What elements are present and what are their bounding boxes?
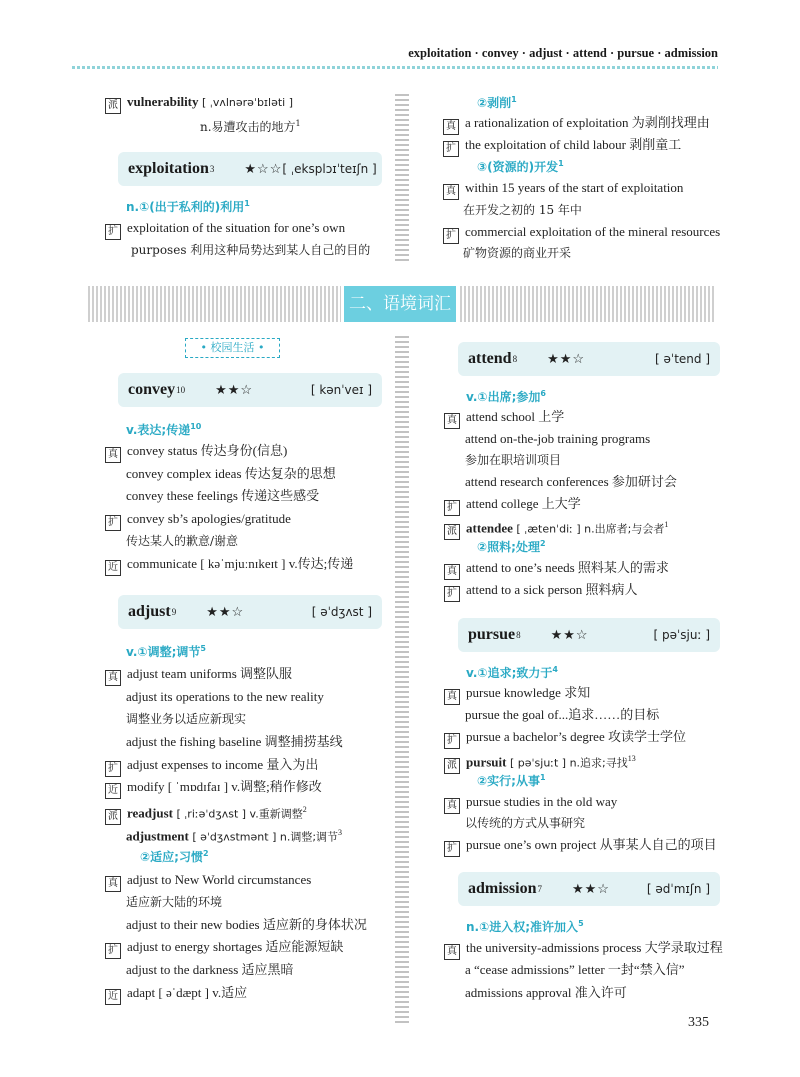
tag-real: 真 xyxy=(443,119,459,135)
star-rating: ★★☆ xyxy=(571,881,610,897)
example-line xyxy=(444,751,636,774)
tag-real: 真 xyxy=(105,876,121,892)
freq-sup: 3 xyxy=(338,828,343,837)
freq-sup: 1 xyxy=(539,773,546,782)
example-text: adjust expenses to income 量入为出 xyxy=(127,757,319,772)
vulnerability-line xyxy=(105,94,293,114)
example-line: purposes 利用这种局势达到某人自己的目的 xyxy=(131,243,371,257)
freq-sup: 1 xyxy=(244,199,250,208)
example-text: attend to a sick person 照料病人 xyxy=(466,582,638,597)
freq-sup: 5 xyxy=(578,919,584,928)
campus-life-label: • 校园生活 • xyxy=(185,338,280,358)
tag-extension: 扩 xyxy=(105,761,121,777)
example-line: adjust to their new bodies 适应新的身体状况 xyxy=(126,917,367,932)
example-line xyxy=(105,666,292,686)
page-number: 335 xyxy=(688,1015,709,1030)
sense-text: ②实行;从事 xyxy=(477,774,540,788)
derivative-word: readjust xyxy=(127,805,173,821)
example-line xyxy=(444,409,564,429)
example-text: exploitation of the situation for one’s own xyxy=(127,220,346,235)
sense-text: v.①出席;参加 xyxy=(466,390,541,404)
example-line xyxy=(443,180,683,200)
example-text: pursue a bachelor’s degree 攻读学士学位 xyxy=(466,729,686,744)
example-line: 参加在职培训项目 xyxy=(465,453,562,467)
headword-ipa: [ əˈtend ] xyxy=(655,352,710,366)
sense-heading xyxy=(126,421,201,438)
example-line: admissions approval 准入许可 xyxy=(465,985,627,1000)
example-line xyxy=(444,582,638,602)
tag-real: 真 xyxy=(444,944,460,960)
example-line: 在开发之初的 15 年中 xyxy=(463,203,582,217)
headword: admission xyxy=(468,880,537,897)
tag-extension: 扩 xyxy=(105,943,121,959)
example-text: convey status 传达身份(信息) xyxy=(127,443,288,458)
headword-frequency: 8 xyxy=(512,354,518,364)
tag-real: 真 xyxy=(444,798,460,814)
derivative-word: adjustment xyxy=(126,828,189,844)
sense-text: ②照料;处理 xyxy=(477,540,540,554)
sense-text: ②适应;习惯 xyxy=(140,850,203,864)
example-line: pursue the goal of...追求……的目标 xyxy=(465,707,660,722)
example-text: within 15 years of the start of exploitation xyxy=(465,180,684,195)
example-text: attend college 上大学 xyxy=(466,496,581,511)
sense-heading xyxy=(126,198,250,215)
freq-sup: 2 xyxy=(539,539,546,548)
sense-heading xyxy=(466,388,546,405)
example-line xyxy=(105,802,307,825)
sense-text: v.①追求;致力于 xyxy=(466,666,553,680)
example-line: attend research conferences 参加研讨会 xyxy=(465,474,677,489)
headword: pursue xyxy=(468,626,516,643)
example-line: adjust its operations to the new reality xyxy=(126,689,324,704)
derivative-word: attendee xyxy=(466,520,513,536)
tag-real: 真 xyxy=(105,670,121,686)
example-line xyxy=(105,757,318,777)
example-line xyxy=(105,779,322,799)
tag-synonym: 近 xyxy=(105,783,121,799)
tag-extension: 扩 xyxy=(444,500,460,516)
vulnerability-word: vulnerability xyxy=(127,94,199,109)
example-line xyxy=(444,517,668,540)
example-text: pursue knowledge 求知 xyxy=(466,685,591,700)
column-divider xyxy=(395,336,409,1026)
tag-real: 真 xyxy=(444,564,460,580)
tag-extension: 扩 xyxy=(444,733,460,749)
example-text: adapt [ əˈdæpt ] v.适应 xyxy=(127,985,248,1000)
tag-extension: 扩 xyxy=(443,141,459,157)
example-line xyxy=(444,685,590,705)
headword-frequency: 3 xyxy=(209,164,215,174)
example-text: a rationalization of exploitation 为剥削找理由 xyxy=(465,115,710,130)
example-line: convey these feelings 传递这些感受 xyxy=(126,488,320,503)
example-line: 矿物资源的商业开采 xyxy=(463,246,572,260)
headword-box-attend xyxy=(458,342,720,376)
example-line xyxy=(105,985,247,1005)
example-text: pursue one’s own project 从事某人自己的项目 xyxy=(466,837,717,852)
example-text: modify [ ˈmɒdɪfaɪ ] v.调整;稍作修改 xyxy=(127,779,322,794)
sense-text: ③(资源的)开发 xyxy=(477,160,559,174)
headword-box-admission xyxy=(458,872,720,906)
sense-text: n.①进入权;准许加入 xyxy=(466,920,579,934)
example-line xyxy=(105,511,291,531)
example-text: adjust to New World circumstances xyxy=(127,872,312,887)
example-text: the exploitation of child labour 剥削童工 xyxy=(465,137,682,152)
sense-heading xyxy=(477,94,517,111)
example-line xyxy=(443,137,681,157)
headword-ipa: [ ˌeksplɔɪˈteɪʃn ] xyxy=(282,162,377,176)
example-line xyxy=(443,115,710,135)
freq-sup: 5 xyxy=(200,644,206,653)
headword-frequency: 10 xyxy=(176,385,186,395)
example-line xyxy=(444,496,581,516)
example-line xyxy=(105,939,343,959)
example-line xyxy=(444,940,723,960)
example-line xyxy=(105,872,311,892)
tag-real: 真 xyxy=(105,447,121,463)
headword-frequency: 8 xyxy=(516,630,521,640)
headword-frequency: 9 xyxy=(171,607,177,617)
tag-derivative: 派 xyxy=(444,524,460,540)
tag-extension: 扩 xyxy=(444,586,460,602)
vulnerability-ipa: [ ˌvʌlnərəˈbɪləti ] xyxy=(198,96,294,109)
header-rule xyxy=(72,66,718,69)
example-line xyxy=(126,825,342,845)
headword-box-adjust xyxy=(118,595,382,629)
headword-box-exploitation xyxy=(118,152,382,186)
vulnerability-def-text: n.易遭攻击的地方 xyxy=(200,120,296,134)
tag-extension: 扩 xyxy=(105,515,121,531)
example-text: adjust team uniforms 调整队服 xyxy=(127,666,293,681)
freq-sup: 13 xyxy=(627,754,636,763)
section-title: 二、语境词汇 xyxy=(341,286,459,322)
freq-sup: 1 xyxy=(664,520,669,529)
example-text: pursue studies in the old way xyxy=(466,794,618,809)
star-rating: ★★☆ xyxy=(215,382,254,398)
sense-heading xyxy=(466,664,558,681)
example-text: communicate [ kəˈmjuːnɪkeɪt ] v.传达;传递 xyxy=(127,556,354,571)
example-line: a “cease admissions” letter 一封“禁入信” xyxy=(465,962,685,977)
freq-sup: 6 xyxy=(540,389,546,398)
sense-heading xyxy=(477,772,546,789)
freq-sup: 10 xyxy=(190,422,202,431)
example-line xyxy=(444,560,669,580)
sense-text: v.表达;传递 xyxy=(126,423,191,437)
example-text: the university-admissions process 大学录取过程 xyxy=(466,940,723,955)
sense-heading xyxy=(466,918,584,935)
sense-text: v.①调整;调节 xyxy=(126,645,201,659)
headword: exploitation xyxy=(128,160,209,177)
example-line: convey complex ideas 传达复杂的思想 xyxy=(126,466,336,481)
derivative-rest: [ pəˈsjuːt ] n.追求;寻找 xyxy=(506,756,628,770)
sense-heading xyxy=(477,158,564,175)
tag-derivative: 派 xyxy=(444,758,460,774)
example-line xyxy=(443,224,720,244)
tag-synonym: 近 xyxy=(105,560,121,576)
derivative-rest: [ ˌriːəˈdʒʌst ] v.重新调整 xyxy=(172,807,303,821)
example-text: convey sb’s apologies/gratitude xyxy=(127,511,291,526)
freq-sup: 2 xyxy=(302,805,307,814)
example-line: attend on-the-job training programs xyxy=(465,431,651,446)
tag-real: 真 xyxy=(444,689,460,705)
example-line xyxy=(105,443,287,463)
headword-frequency: 7 xyxy=(537,884,542,894)
example-line xyxy=(444,794,617,814)
headword-ipa: [ ədˈmɪʃn ] xyxy=(646,882,710,896)
tag-synonym: 近 xyxy=(105,989,121,1005)
freq-sup: 1 xyxy=(511,95,517,104)
headword: adjust xyxy=(128,603,171,620)
headword-ipa: [ pəˈsjuː ] xyxy=(653,628,710,642)
star-rating: ★★☆ xyxy=(206,604,245,620)
headword: convey xyxy=(128,381,176,398)
example-line xyxy=(444,837,717,857)
tag-extension: 扩 xyxy=(444,841,460,857)
freq-sup: 1 xyxy=(295,119,301,128)
headword-box-convey xyxy=(118,373,382,407)
tag-derivative: 派 xyxy=(105,809,121,825)
star-rating: ★☆☆ xyxy=(244,161,283,177)
example-text: adjust to energy shortages 适应能源短缺 xyxy=(127,939,344,954)
example-line xyxy=(105,220,345,240)
example-line: 传达某人的歉意/谢意 xyxy=(126,534,239,548)
headword-box-pursue xyxy=(458,618,720,652)
example-line: 以传统的方式从事研究 xyxy=(465,816,586,830)
column-divider xyxy=(395,94,409,264)
freq-sup: 1 xyxy=(558,159,564,168)
tag-real: 真 xyxy=(444,413,460,429)
example-line xyxy=(444,729,686,749)
example-text: attend to one’s needs 照料某人的需求 xyxy=(466,560,669,575)
tag-extension: 扩 xyxy=(443,228,459,244)
derivative-word: pursuit xyxy=(466,754,507,770)
tag-extension: 扩 xyxy=(105,224,121,240)
vulnerability-definition xyxy=(200,116,301,135)
headword: attend xyxy=(468,350,512,367)
sense-text: n.①(出于私利的)利用 xyxy=(126,200,245,214)
tag-derivative: 派 xyxy=(105,98,121,114)
headword-ipa: [ kənˈveɪ ] xyxy=(310,383,372,397)
sense-text: ②剥削 xyxy=(477,96,512,110)
example-line: adjust to the darkness 适应黑暗 xyxy=(126,962,294,977)
star-rating: ★★☆ xyxy=(550,627,589,643)
headword-ipa: [ əˈdʒʌst ] xyxy=(311,605,372,619)
freq-sup: 4 xyxy=(552,665,558,674)
star-rating: ★★☆ xyxy=(547,351,586,367)
sense-heading xyxy=(126,643,206,660)
example-text: commercial exploitation of the mineral resources xyxy=(465,224,721,239)
example-line: 调整业务以适应新现实 xyxy=(126,712,247,726)
example-line xyxy=(105,556,353,576)
running-header: exploitation · convey · adjust · attend · pursue · admission xyxy=(408,46,718,60)
sense-heading xyxy=(140,848,209,865)
example-line: adjust the fishing baseline 调整捕捞基线 xyxy=(126,734,343,749)
derivative-rest: [ ˌætenˈdiː ] n.出席者;与会者 xyxy=(512,522,665,536)
freq-sup: 2 xyxy=(202,849,209,858)
example-line: 适应新大陆的环境 xyxy=(126,895,223,909)
sense-heading xyxy=(477,538,546,555)
example-text: attend school 上学 xyxy=(466,409,565,424)
tag-real: 真 xyxy=(443,184,459,200)
derivative-rest: [ əˈdʒʌstmənt ] n.调整;调节 xyxy=(188,830,339,844)
